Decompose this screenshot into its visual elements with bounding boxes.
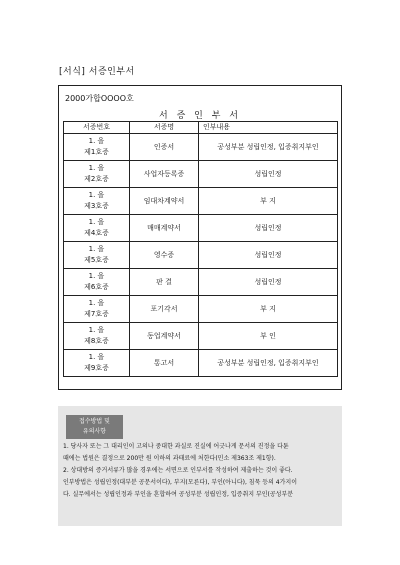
evidence-response: 성립인정: [199, 242, 338, 269]
evidence-number: [64, 161, 130, 188]
evidence-number-label: 제2호증: [84, 175, 109, 183]
evidence-number-label: 제4호증: [84, 229, 109, 237]
table-row: [64, 134, 338, 161]
evidence-number-prefix: 1. 을: [88, 353, 105, 361]
form-box: [58, 85, 342, 390]
evidence-number: [64, 323, 130, 350]
table-row: [64, 242, 338, 269]
evidence-name: 인증서: [130, 134, 199, 161]
header-evidence-name: 서증명: [130, 122, 199, 134]
table-row: [64, 350, 338, 377]
table-row: [64, 161, 338, 188]
evidence-number: [64, 215, 130, 242]
evidence-response: 성립인정: [199, 161, 338, 188]
case-number: 2000가합OOOO호: [65, 94, 134, 103]
evidence-number-prefix: 1. 을: [88, 218, 105, 226]
notes-line: 1. 당사자 또는 그 대리인이 고의나 중대한 과실로 진실에 어긋나게 문서의 진정을 다툰: [63, 443, 289, 450]
table-row: [64, 296, 338, 323]
notes-line: 2. 상대방의 증거서류가 많을 경우에는 서면으로 인부서를 작성하여 제출하는 것이 좋다.: [63, 467, 293, 474]
notes-box: [58, 406, 342, 526]
evidence-number-label: 제3호증: [84, 202, 109, 210]
evidence-response: 성립인정: [199, 269, 338, 296]
notes-text: [63, 441, 339, 501]
evidence-number-label: 제9호증: [84, 364, 109, 372]
evidence-number-label: 제7호증: [84, 310, 109, 318]
evidence-number-prefix: 1. 을: [88, 326, 105, 334]
evidence-number-prefix: 1. 을: [88, 191, 105, 199]
evidence-number-prefix: 1. 을: [88, 164, 105, 172]
evidence-name: 임대차계약서: [130, 188, 199, 215]
evidence-response: 공성부분 성립인정, 입증취지부인: [199, 350, 338, 377]
evidence-number-prefix: 1. 을: [88, 299, 105, 307]
table-row: [64, 188, 338, 215]
evidence-number: [64, 350, 130, 377]
evidence-response: 부 지: [199, 296, 338, 323]
evidence-number: [64, 134, 130, 161]
evidence-number: [64, 188, 130, 215]
evidence-name: 판 결: [130, 269, 199, 296]
table-row: [64, 215, 338, 242]
evidence-number-prefix: 1. 을: [88, 245, 105, 253]
notes-tag-line1: 접수방법 및: [79, 418, 110, 425]
evidence-number: [64, 269, 130, 296]
evidence-response: 부 지: [199, 188, 338, 215]
table-row: [64, 323, 338, 350]
evidence-name: 동업계약서: [130, 323, 199, 350]
evidence-number: [64, 296, 130, 323]
form-title: 서 증 인 부 서: [159, 111, 241, 121]
evidence-name: 영수증: [130, 242, 199, 269]
evidence-number-label: 제6호증: [84, 283, 109, 291]
form-label: [서식] 서증인부서: [59, 67, 135, 77]
evidence-response: 부 인: [199, 323, 338, 350]
evidence-response: 공성부분 성립인정, 입증취지부인: [199, 134, 338, 161]
evidence-name: 포기각서: [130, 296, 199, 323]
notes-tag-line2: 유의사항: [82, 428, 107, 435]
evidence-number-label: 제1호증: [84, 148, 109, 156]
evidence-name: 매매계약서: [130, 215, 199, 242]
evidence-table: [63, 121, 338, 377]
header-response: 인부내용: [199, 122, 338, 134]
evidence-number-prefix: 1. 을: [88, 272, 105, 280]
evidence-number-label: 제5호증: [84, 256, 109, 264]
evidence-number-label: 제8호증: [84, 337, 109, 345]
notes-line: 때에는 법원은 결정으로 200만 원 이하의 과태료에 처한다(민소 제363조 제1항).: [63, 455, 276, 462]
evidence-response: 성립인정: [199, 215, 338, 242]
notes-tag: [66, 415, 123, 439]
notes-line: 다. 실무에서는 성립인정과 부인을 혼합하여 공성부분 성립인정, 입증취지 부인(공성부분: [63, 491, 294, 498]
evidence-name: 통고서: [130, 350, 199, 377]
notes-line: 인부방법은 성립인정(대부분 공문서이다), 부지(모른다), 부인(아니다), 침묵 등의 4가지이: [63, 479, 297, 486]
evidence-name: 사업자등록증: [130, 161, 199, 188]
header-evidence-number: 서증번호: [64, 122, 130, 134]
evidence-number-prefix: 1. 을: [88, 137, 105, 145]
table-row: [64, 269, 338, 296]
evidence-number: [64, 242, 130, 269]
table-header-row: [64, 122, 338, 134]
